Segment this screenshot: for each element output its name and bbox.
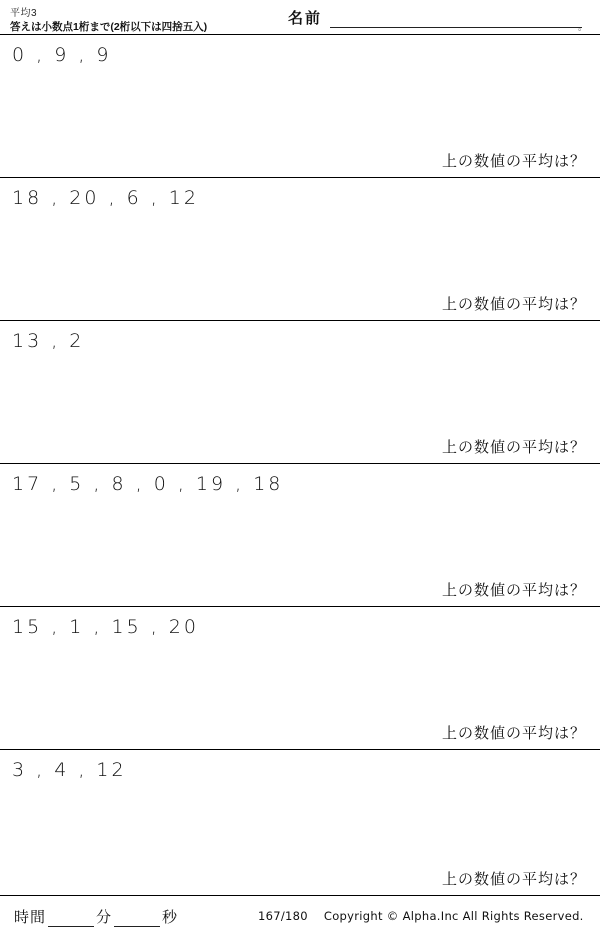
- minutes-blank[interactable]: [48, 911, 94, 927]
- problem-block: [0, 749, 600, 895]
- problem-block: [0, 463, 600, 606]
- page-header: [0, 0, 600, 34]
- problem-numbers: 15 , 1 , 15 , 20: [12, 616, 199, 638]
- problem-block: [0, 34, 600, 177]
- problem-numbers: 13 , 2: [12, 330, 85, 352]
- copyright-bar: [258, 909, 584, 923]
- copyright-word: Copyright: [323, 909, 383, 923]
- problem-prompt: 上の数値の平均は？: [441, 725, 586, 742]
- time-record: [14, 906, 178, 927]
- problem-prompt: 上の数値の平均は？: [441, 153, 586, 170]
- name-line-tick: 。: [578, 22, 588, 32]
- problem-numbers: 0 , 9 , 9: [12, 44, 112, 66]
- page-number: 167/180: [258, 909, 308, 923]
- copyright-symbol-icon: ©: [386, 909, 399, 923]
- page-subtitle: 答えは小数点1桁まで(2桁以下は四捨五入): [10, 21, 208, 33]
- problem-prompt: 上の数値の平均は？: [441, 582, 586, 599]
- problem-numbers: 17 , 5 , 8 , 0 , 19 , 18: [12, 473, 284, 495]
- problem-block: [0, 177, 600, 320]
- time-label: 時間: [14, 909, 47, 926]
- minutes-label: 分: [96, 909, 113, 926]
- page-title: 平均3: [10, 8, 38, 19]
- name-label: 名前: [288, 10, 323, 27]
- name-write-line[interactable]: [330, 27, 582, 28]
- problem-numbers: 18 , 20 , 6 , 12: [12, 187, 199, 209]
- seconds-label: 秒: [162, 909, 179, 926]
- problem-prompt: 上の数値の平均は？: [441, 296, 586, 313]
- copyright-owner: Alpha.Inc All Rights Reserved.: [402, 909, 584, 923]
- page-footer: [0, 895, 600, 934]
- problem-prompt: 上の数値の平均は？: [441, 439, 586, 456]
- problem-numbers: 3 , 4 , 12: [12, 759, 127, 781]
- problem-prompt: 上の数値の平均は？: [441, 871, 586, 888]
- seconds-blank[interactable]: [114, 911, 160, 927]
- problem-block: [0, 606, 600, 749]
- problem-block: [0, 320, 600, 463]
